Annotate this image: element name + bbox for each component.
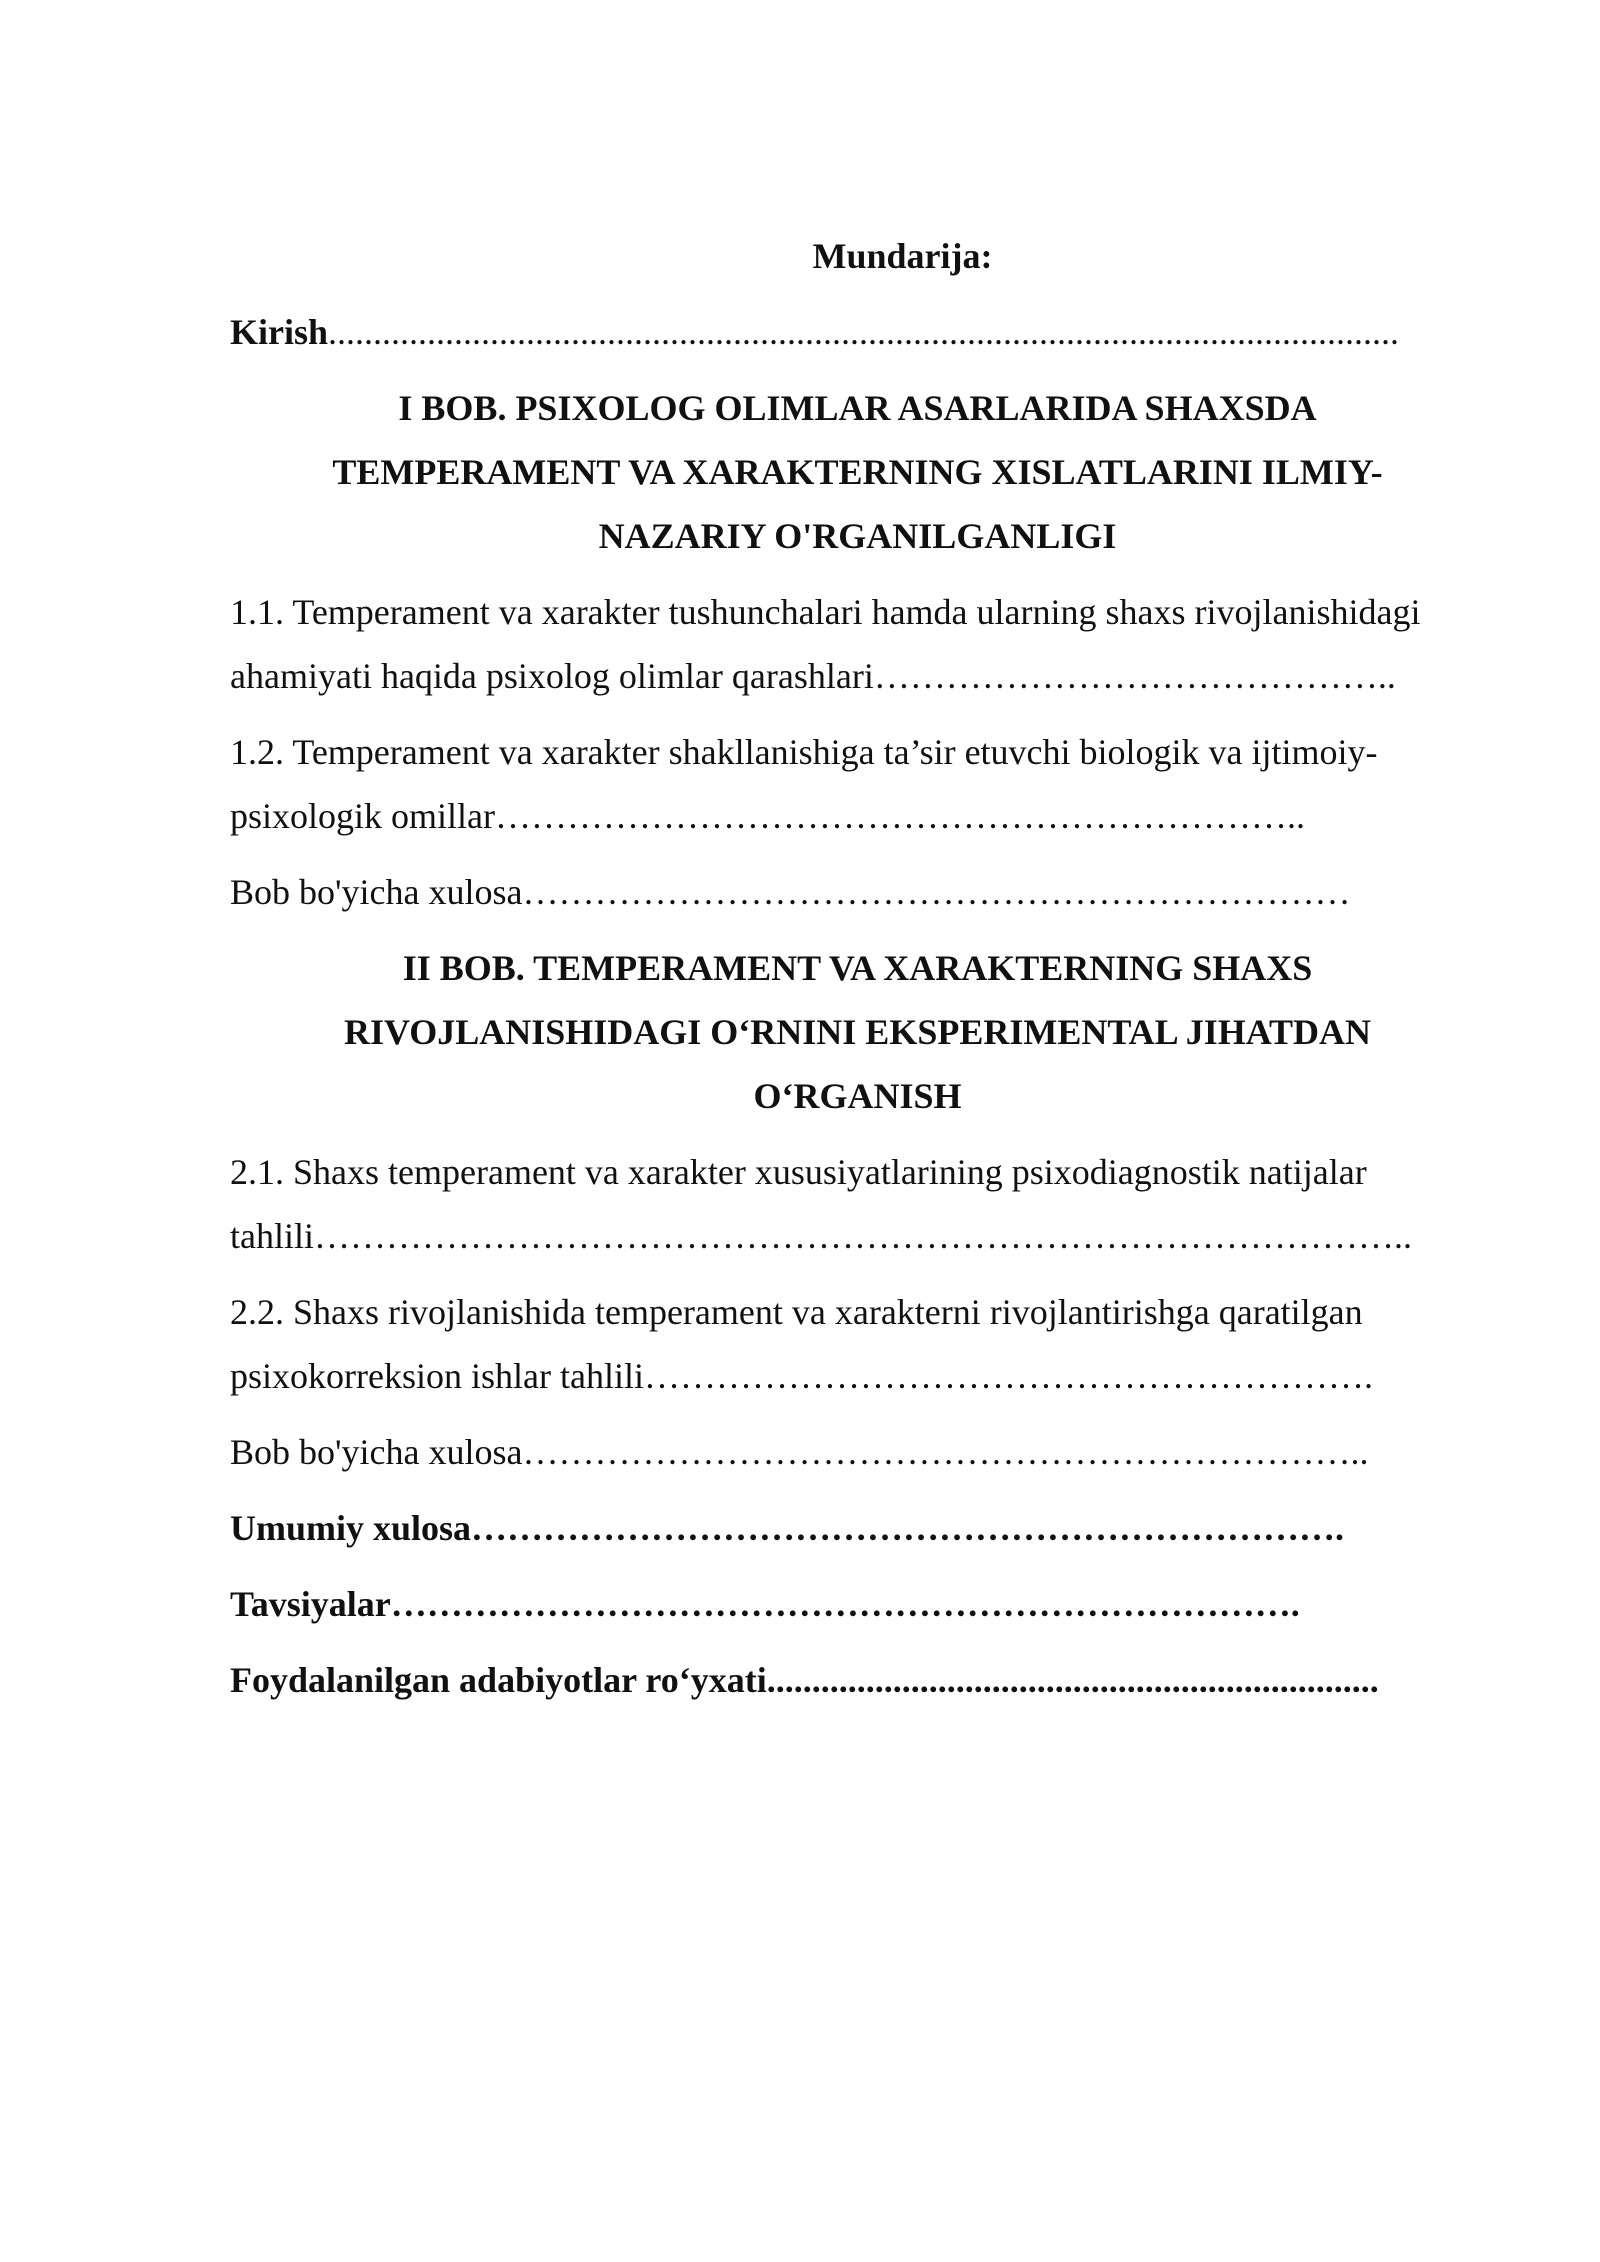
toc-entry-label: Umumiy xulosa — [230, 1508, 472, 1548]
toc-leader-dots: …………………………………………………………………. — [390, 1584, 1300, 1624]
toc-entry-1-2 — [230, 720, 1485, 848]
toc-entry-intro — [230, 300, 1485, 364]
toc-leader-dots: …………………………………………………………… — [522, 872, 1351, 912]
toc-entry-1-1 — [230, 580, 1485, 708]
toc-leader-dots: …………………………………….. — [873, 656, 1396, 696]
toc-entry-label: Foydalanilgan adabiyotlar ro‘yxati — [230, 1660, 767, 1700]
toc-leader-dots: ....................................................................................................................... — [328, 312, 1400, 352]
toc-leader-dots: ………………………………………………………………. — [471, 1508, 1345, 1548]
toc-entry-text: 2.1. Shaxs temperament va xarakter xususiyatlarining psixodiagnostik natijalar tahlili — [230, 1152, 1367, 1256]
toc-entry-2-1 — [230, 1140, 1485, 1268]
toc-entry-label: Kirish — [230, 312, 329, 352]
toc-entry-text: Bob bo'yicha xulosa — [230, 1432, 523, 1472]
toc-entry-text: 2.2. Shaxs rivojlanishida temperament va xarakterni rivojlantirishga qaratilgan psixokorreksion ishlar tahlili — [230, 1292, 1363, 1396]
toc-leader-dots: ……………………………………………………………………………….. — [314, 1216, 1412, 1256]
toc-entry-recommendations — [230, 1572, 1485, 1636]
toc-entry-label: Tavsiyalar — [230, 1584, 391, 1624]
toc-leader-dots: .................................................................... — [766, 1660, 1379, 1700]
table-of-contents — [230, 224, 1485, 1724]
toc-leader-dots: ……………………………………………………. — [643, 1356, 1373, 1396]
toc-leader-dots: …………………………………………………………….. — [522, 1432, 1369, 1472]
toc-entry-text: 1.2. Temperament va xarakter shakllanishiga ta’sir etuvchi biologik va ijtimoiy-psixologik omillar — [230, 732, 1378, 836]
toc-leader-dots: ………………………………………………………….. — [495, 796, 1305, 836]
toc-entry-references — [230, 1648, 1485, 1712]
toc-entry-chapter-2-summary — [230, 1420, 1485, 1484]
toc-entry-2-2 — [230, 1280, 1485, 1408]
chapter-2-heading: II BOB. TEMPERAMENT VA XARAKTERNING SHAXS RIVOJLANISHIDAGI O‘RNINI EKSPERIMENTAL JIHATDAN O‘RGANISH — [343, 948, 1372, 1116]
toc-entry-chapter-1-summary — [230, 860, 1485, 924]
toc-entry-text: 1.1. Temperament va xarakter tushunchalari hamda ularning shaxs rivojlanishidagi ahamiyati haqida psixolog olimlar qarashlari — [230, 592, 1421, 696]
page-title: Mundarija: — [812, 236, 993, 276]
chapter-1-heading: I BOB. PSIXOLOG OLIMLAR ASARLARIDA SHAXSDA TEMPERAMENT VA XARAKTERNING XISLATLARINI ILMIY-NAZARIY O'RGANILGANLIGI — [332, 388, 1383, 556]
toc-entry-text: Bob bo'yicha xulosa — [230, 872, 523, 912]
toc-entry-conclusion — [230, 1496, 1485, 1560]
